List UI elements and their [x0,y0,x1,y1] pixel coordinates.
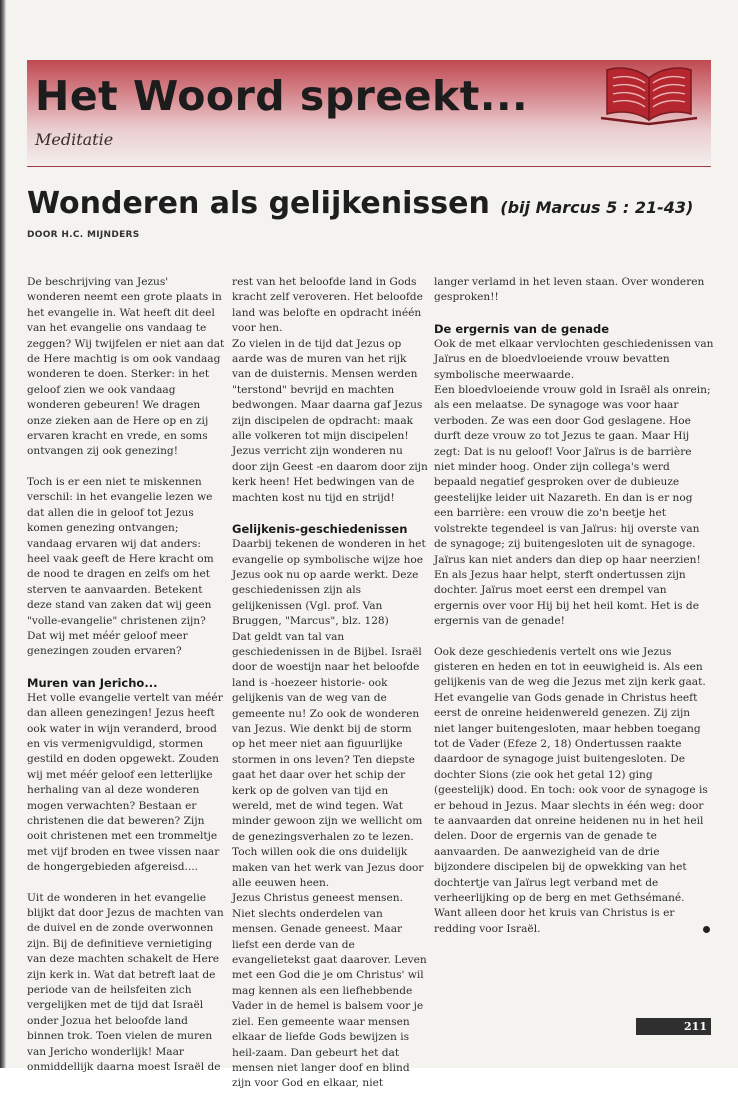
open-book-icon [599,64,699,126]
article-title-text: Wonderen als gelijkenissen [27,186,490,221]
section-heading: Gelijkenis-geschiedenissen [232,522,408,537]
paragraph: Dat geldt van tal van geschiedenissen in de Bijbel. Israël door de woestijn naar het beloofde land is -hoezeer historie- ook gelijkenis van de weg van de gemeente nu! Zo ook de wonderen van Jezus. Wie denkt bij de storm op het meer niet aan figuurlijke stormen in ons leven? Ten diepste gaat het daar over het schip der kerk op de golven van tijd en wereld, met de wind tegen. Wat minder gewoon zijn we wellicht om de genezingsverhalen zo te lezen. Toch willen ook die ons duidelijk maken van het werk van Jezus door alle eeuwen heen. [232,630,424,890]
paragraph: Het volle evangelie vertelt van méér dan alleen genezingen! Jezus heeft ook water in wijn veranderd, brood en vis vermenigvuldigd, stormen gestild en doden opgewekt. Zouden wij met méér geloof een letterlijke herhaling van al deze wonderen mogen verwachten? Bestaan er christenen die dat beweren? Zijn ooit christenen met een trommeltje met vijf broden en twee vissen naar de hongergebieden afgereisd.... [27,691,223,874]
paragraph: De beschrijving van Jezus' wonderen neemt een grote plaats in het evangelie in. Wat heeft dit deel van het evangelie ons vandaag te zeggen? Wij twijfelen er niet aan dat de Here machtig is om ook vandaag wonderen te doen. Sterker: in het geloof zien we ook vandaag wonderen gebeuren! We dragen onze zieken aan de Here op en zij ervaren kracht en vrede, en soms ontvangen zij ook genezing! [27,276,225,458]
paragraph-final [434,645,714,938]
paragraph: Toch is er een niet te miskennen verschil: in het evangelie lezen we dat allen die in geloof tot Jezus komen genezing ontvangen; vandaag ervaren wij dat anders: heel vaak geeft de Here kracht om de nood te dragen en zelfs om het sterven te aanvaarden. Betekent deze stand van zaken dat wij geen "volle-evangelie" christenen zijn? Dat wij met méér geloof meer genezingen zouden ervaren? [27,475,214,658]
scripture-reference: (bij Marcus 5 : 21-43) [500,198,694,217]
paragraph: langer verlamd in het leven staan. Over wonderen gesproken!! [434,276,705,304]
paragraph: Uit de wonderen in het evangelie blijkt dat door Jezus de machten van de duivel en de zonde overwonnen zijn. Bij de definitieve vernietiging van deze machten schakelt de Here zijn kerk in. Wat dat betreft laat de periode van de heilsfeiten zich vergelijken met de tijd dat Israël onder Jozua het beloofde land binnen trok. Toen vielen de muren van Jericho wonderlijk! Maar onmiddellijk daarna moest Israël de [27,891,224,1074]
paragraph: Jezus Christus geneest mensen. Niet slechts onderdelen van mensen. Genade geneest. Maar liefst een derde van de evangelietekst gaat daarover. Leven met een God die je om Christus' wil mag kennen als een liefhebbende Vader in de hemel is balsem voor je ziel. Een gemeente waar mensen elkaar de liefde Gods bewijzen is heil-zaam. Dan gebeurt het dat mensen niet langer doof en blind zijn voor God en elkaar, niet [232,892,427,1090]
section-heading: De ergernis van de genade [434,321,609,336]
paragraph: Een bloedvloeiende vrouw gold in Israël als onrein; als een melaatse. De synagoge was voor haar verboden. Ze was een door God geslagene. Hoe durft deze vrouw zo tot Jezus te gaan. Maar Hij zegt: Dat is nu geloof! Voor Jaïrus is de barrière niet minder hoog. Onder zijn collega's werd bepaald negatief gesproken over de dubieuze geestelijke leider uit Nazareth. En dan is er nog een barrière: een vrouw die zo'n beetje het volstrekte tegendeel is van Jaïrus: hij overste van de synagoge; zij buitengesloten uit de synagoge. Jaïrus kan niet anders dan diep op haar neerzien! En als Jezus haar helpt, sterft ondertussen zijn dochter. Jaïrus moet eerst een drempel van ergernis over voor Hij bij het heil komt. Het is de ergernis van de genade! [434,384,711,628]
paragraph: Zo vielen in de tijd dat Jezus op aarde was de muren van het rijk van de duisternis. Mensen werden "terstond" bevrijd en machten bedwongen. Maar daarna gaf Jezus zijn discipelen de opdracht: maak alle volkeren tot mijn discipelen! Jezus verricht zijn wonderen nu door zijn Geest -en daarom door zijn kerk heen! Het bedwingen van de machten kost nu tijd en strijd! [232,337,428,504]
section-heading: Muren van Jericho... [27,675,158,690]
header-rule [27,166,711,167]
paragraph: Daarbij tekenen de wonderen in het evangelie op symbolische wijze hoe Jezus ook nu op aarde werkt. Deze geschiedenissen zijn als gelijkenissen (Vgl. prof. Van Bruggen, "Marcus", blz. 128) [232,538,426,628]
paragraph-text: Ook deze geschiedenis vertelt ons wie Jezus gisteren en heden en tot in eeuwigheid is. Als een gelijkenis van de weg die Jezus met zijn kerk gaat. Het evangelie van Gods genade in Christus heeft eerst de onreine heidenwereld genezen. Zij zijn niet langer buitengesloten, maar hebben toegang tot de Vader (Efeze 2, 18) Ondertussen raakte daardoor de synagoge juist buitengesloten. De dochter Sions (zie ook het getal 12) ging (geestelijk) dood. En toch: ook voor de synagoge is er behoud in Jezus. Maar slechts in één weg: door te aanvaarden dat onreine heidenen nu in het heil delen. Door de ergernis van de genade te aanvaarden. De aanwezigheid van de drie bijzondere discipelen bij de opwekking van het dochtertje van Jaïrus legt verband met de verheerlijking op de berg en met Gethsémané. Want alleen door het kruis van Christus is er redding voor Israël. [434,645,708,935]
section-banner [27,60,711,168]
text-column-1 [27,275,225,1091]
paragraph: rest van het beloofde land in Gods kracht zelf veroveren. Het beloofde land was belofte en opdracht inéén voor hen. [232,276,423,335]
author-byline: DOOR H.C. MIJNDERS [27,230,140,240]
text-column-3 [434,275,714,952]
bullet-icon [703,926,710,933]
article-title [27,186,717,221]
section-title: Het Woord spreekt... [35,72,529,120]
page-number: 211 [636,1018,711,1035]
paragraph: Ook de met elkaar vervlochten geschiedenissen van Jaïrus en de bloedvloeiende vrouw bevatten symbolische meerwaarde. [434,337,714,381]
text-column-2 [232,275,428,1107]
page-spine-shadow [0,0,6,1068]
section-subtitle: Meditatie [35,130,114,149]
